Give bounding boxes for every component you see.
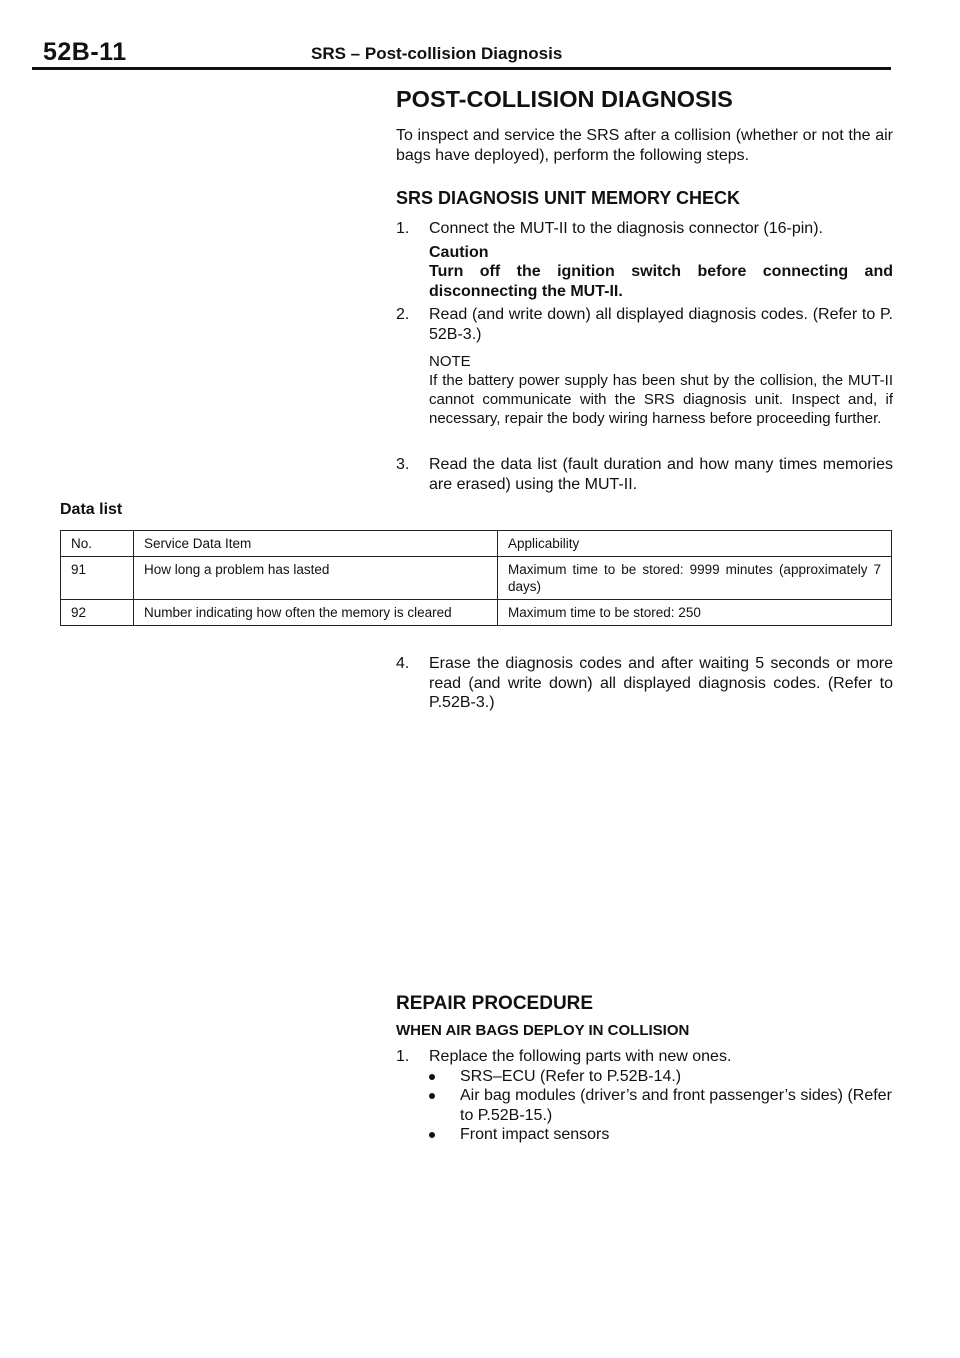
step-number: 3.: [396, 456, 410, 473]
page-number: 52B-11: [43, 38, 127, 66]
table-row: [61, 557, 892, 600]
bullet-text: SRS–ECU (Refer to P.52B-14.): [460, 1068, 682, 1085]
step-2: [396, 305, 893, 344]
repair-subtitle: WHEN AIR BAGS DEPLOY IN COLLISION: [396, 1022, 690, 1039]
step-text: Connect the MUT-II to the diagnosis connector (16-pin).: [429, 220, 823, 237]
bullet-dot-icon: [429, 1074, 435, 1080]
cell-applicability: Maximum time to be stored: 9999 minutes (approximately 7 days): [498, 557, 892, 600]
bullet-text: Front impact sensors: [460, 1126, 610, 1143]
post-collision-title: POST-COLLISION DIAGNOSIS: [396, 86, 733, 112]
data-list-table: [60, 530, 892, 626]
memory-check-title: SRS DIAGNOSIS UNIT MEMORY CHECK: [396, 188, 741, 208]
repair-title: REPAIR PROCEDURE: [396, 993, 594, 1014]
step-3: [396, 455, 893, 494]
note-label: NOTE: [429, 353, 471, 370]
step-number: 4.: [396, 655, 410, 672]
step-1: [396, 219, 893, 239]
step-text: Erase the diagnosis codes and after waiting 5 seconds or more read (and write down) all displayed diagnosis codes. (Refer to P.52B-3.): [429, 655, 893, 711]
step-text: Read the data list (fault duration and how many times memories are erased) using the MUT-II.: [429, 456, 893, 493]
note-text: If the battery power supply has been shut by the collision, the MUT-II cannot communicate with the SRS diagnosis unit. Inspect and, if necessary, repair the body wiring harness before proceeding further.: [429, 372, 893, 427]
table-row: [61, 600, 892, 626]
table-header-row: [61, 531, 892, 557]
cell-item: Number indicating how often the memory is cleared: [134, 600, 498, 626]
bullet-text: Air bag modules (driver’s and front passenger’s sides) (Refer to P.52B-15.): [460, 1087, 892, 1124]
header-no: No.: [61, 531, 134, 557]
step-number: 1.: [396, 220, 410, 237]
post-collision-intro: To inspect and service the SRS after a collision (whether or not the air bags have deployed), perform the following steps.: [396, 127, 893, 164]
bullet-item: [429, 1086, 893, 1125]
step-number: 1.: [396, 1048, 410, 1065]
bullet-dot-icon: [429, 1093, 435, 1099]
bullet-item: [429, 1067, 869, 1087]
step-number: 2.: [396, 306, 410, 323]
header-service-data-item: Service Data Item: [134, 531, 498, 557]
bullet-dot-icon: [429, 1132, 435, 1138]
cell-no: 91: [61, 557, 134, 600]
bullet-item: [429, 1125, 869, 1145]
data-list-label: Data list: [60, 501, 123, 518]
step-text: Replace the following parts with new ones.: [429, 1048, 732, 1065]
caution-label: Caution: [429, 244, 489, 261]
header-applicability: Applicability: [498, 531, 892, 557]
cell-item: How long a problem has lasted: [134, 557, 498, 600]
cell-no: 92: [61, 600, 134, 626]
repair-step-1: [396, 1047, 893, 1067]
caution-text: Turn off the ignition switch before connecting and disconnecting the MUT-II.: [429, 263, 893, 300]
section-title: SRS – Post-collision Diagnosis: [311, 44, 563, 63]
cell-applicability: Maximum time to be stored: 250: [498, 600, 892, 626]
step-text: Read (and write down) all displayed diagnosis codes. (Refer to P. 52B-3.): [429, 306, 893, 343]
step-4: [396, 654, 893, 713]
header-rule: [32, 67, 891, 70]
